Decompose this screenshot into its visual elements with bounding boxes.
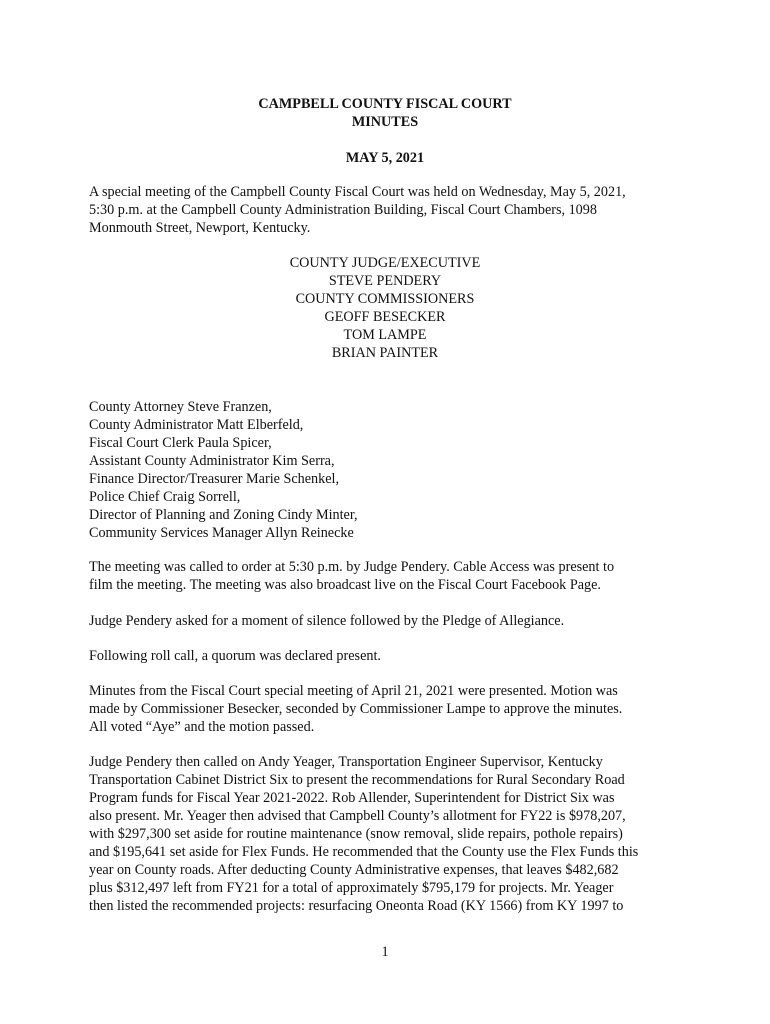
text-line: All voted “Aye” and the motion passed.	[89, 719, 315, 735]
text-line: 5:30 p.m. at the Campbell County Administration Building, Fiscal Court Chambers, 1098	[89, 202, 597, 218]
text-line: made by Commissioner Besecker, seconded by Commissioner Lampe to approve the minutes.	[89, 701, 623, 717]
attendee-item: Community Services Manager Allyn Reinecke	[89, 525, 354, 541]
roll-call-paragraph	[89, 647, 689, 665]
text-line: Judge Pendery asked for a moment of silence followed by the Pledge of Allegiance.	[89, 613, 565, 629]
text-line: film the meeting. The meeting was also broadcast live on the Fiscal Court Facebook Page.	[89, 577, 601, 593]
attendee-item: Police Chief Craig Sorrell,	[89, 489, 241, 505]
attendees-list	[89, 398, 689, 542]
meeting-date: MAY 5, 2021	[345, 150, 425, 166]
officials-line: COUNTY COMMISSIONERS	[295, 291, 475, 307]
attendee-item: Finance Director/Treasurer Marie Schenkel,	[89, 471, 340, 487]
title-line-minutes: MINUTES	[351, 114, 419, 130]
yeager-paragraph	[89, 753, 689, 915]
officials-line: TOM LAMPE	[343, 327, 427, 343]
attendee-item: Director of Planning and Zoning Cindy Minter,	[89, 507, 358, 523]
attendee-item: Assistant County Administrator Kim Serra,	[89, 453, 335, 469]
minutes-paragraph	[89, 682, 689, 736]
text-line: with $297,300 set aside for routine maintenance (snow removal, slide repairs, pothole repairs)	[89, 826, 623, 842]
text-line: A special meeting of the Campbell County Fiscal Court was held on Wednesday, May 5, 2021,	[89, 184, 626, 200]
text-line: plus $312,497 left from FY21 for a total of approximately $795,179 for projects. Mr. Yeager	[89, 880, 614, 896]
officials-line: GEOFF BESECKER	[324, 309, 446, 325]
text-line: year on County roads. After deducting County Administrative expenses, that leaves $482,682	[89, 862, 619, 878]
officials-line: STEVE PENDERY	[328, 273, 442, 289]
call-to-order-paragraph	[89, 558, 689, 594]
text-line: then listed the recommended projects: resurfacing Oneonta Road (KY 1566) from KY 1997 to	[89, 898, 624, 914]
silence-paragraph	[89, 612, 689, 630]
text-line: Program funds for Fiscal Year 2021-2022. Rob Allender, Superintendent for District Six was	[89, 790, 615, 806]
text-line: Monmouth Street, Newport, Kentucky.	[89, 220, 311, 236]
text-line: Transportation Cabinet District Six to present the recommendations for Rural Secondary Road	[89, 772, 625, 788]
officials-line: COUNTY JUDGE/EXECUTIVE	[289, 255, 481, 271]
intro-paragraph	[89, 183, 689, 237]
attendee-item: County Administrator Matt Elberfeld,	[89, 417, 304, 433]
officials-line: BRIAN PAINTER	[331, 345, 439, 361]
document-title	[0, 95, 770, 131]
text-line: also present. Mr. Yeager then advised that Campbell County’s allotment for FY22 is $978,207,	[89, 808, 626, 824]
text-line: The meeting was called to order at 5:30 p.m. by Judge Pendery. Cable Access was present to	[89, 559, 615, 575]
text-line: and $195,641 set aside for Flex Funds. He recommended that the County use the Flex Funds this	[89, 844, 639, 860]
text-line: Following roll call, a quorum was declared present.	[89, 648, 381, 664]
text-line: Judge Pendery then called on Andy Yeager, Transportation Engineer Supervisor, Kentucky	[89, 754, 603, 770]
page-number: 1	[381, 944, 389, 960]
text-line: Minutes from the Fiscal Court special meeting of April 21, 2021 were presented. Motion was	[89, 683, 618, 699]
officials-block	[0, 254, 770, 362]
title-line-court: CAMPBELL COUNTY FISCAL COURT	[258, 96, 512, 112]
attendee-item: County Attorney Steve Franzen,	[89, 399, 272, 415]
attendee-item: Fiscal Court Clerk Paula Spicer,	[89, 435, 272, 451]
